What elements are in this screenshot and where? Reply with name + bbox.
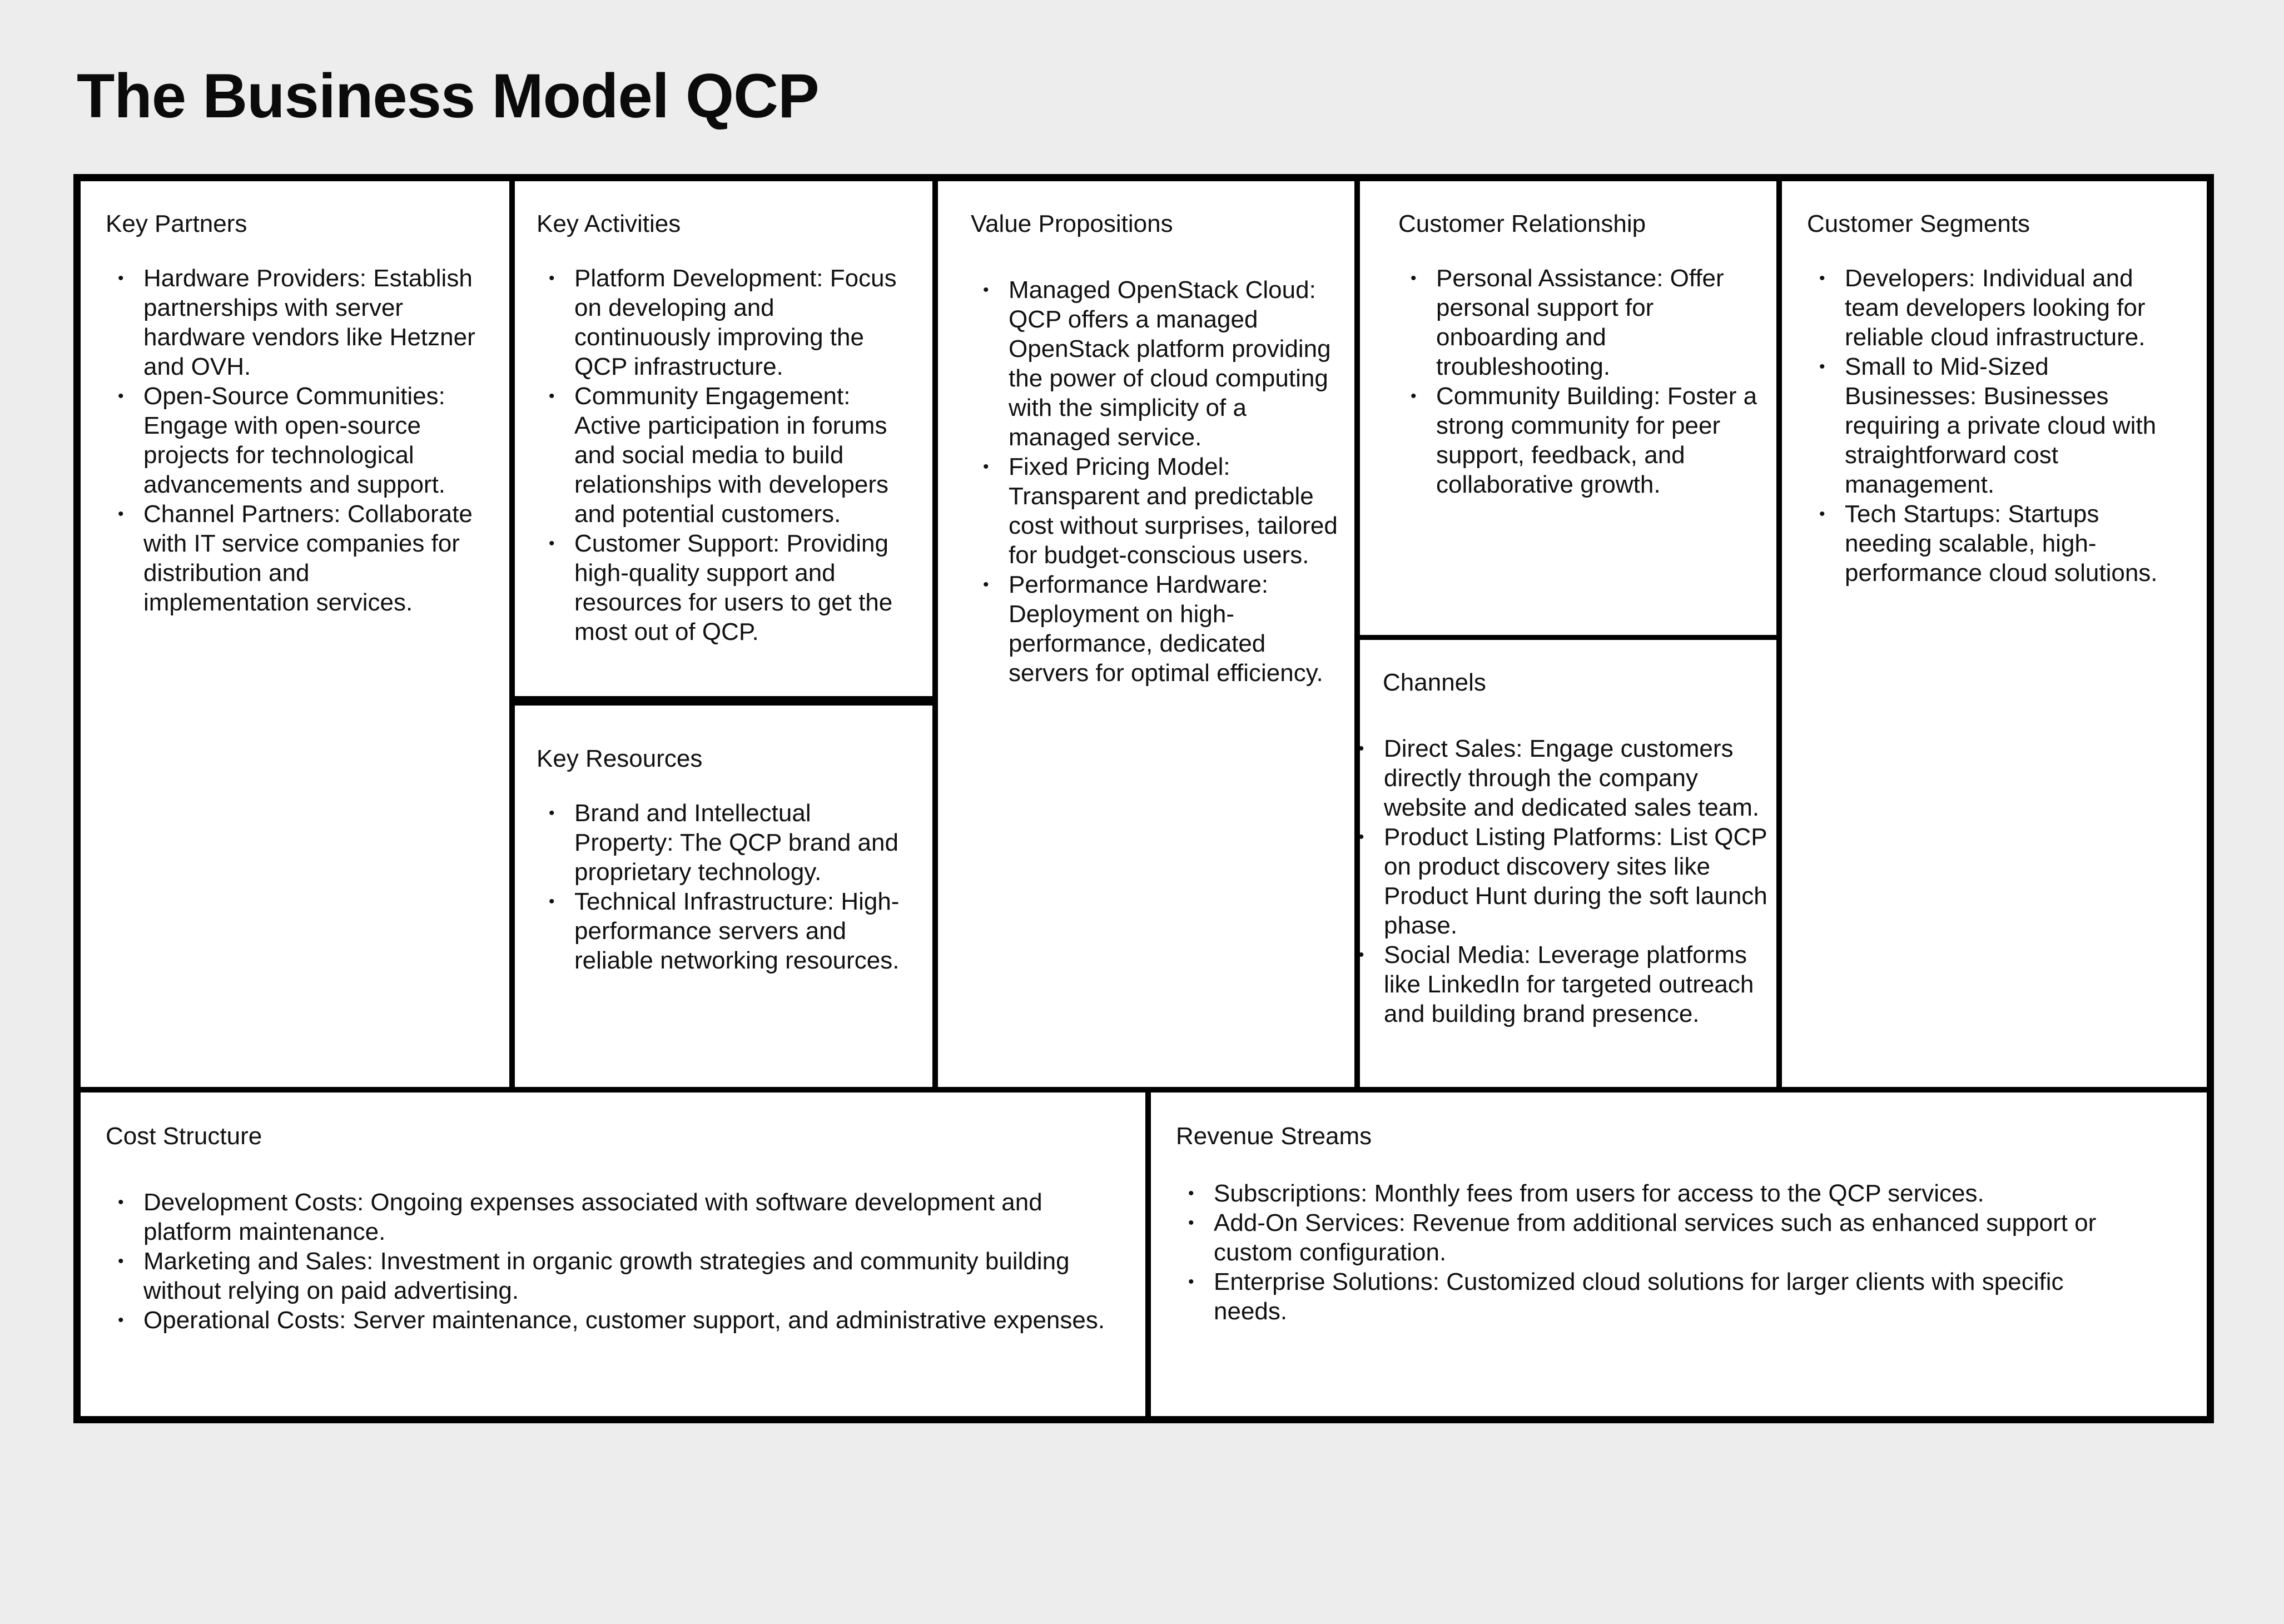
list-item: • Developers: Individual and team developers looking for reliable cloud infrastructure. <box>1807 264 2184 352</box>
cost-structure-block <box>81 1092 1145 1416</box>
key-activities-list <box>537 264 911 647</box>
key-activities-title: Key Activities <box>537 210 681 237</box>
list-item: • Hardware Providers: Establish partnerships with server hardware vendors like Hetzner and OVH. <box>106 264 478 381</box>
list-item: • Open-Source Communities: Engage with open-source projects for technological advancements and support. <box>106 381 478 499</box>
list-item: • Technical Infrastructure: High-performance servers and reliable networking resources. <box>537 887 911 975</box>
channels-block <box>1360 640 1776 1087</box>
divider-activities-resources <box>509 696 938 706</box>
list-item: • Marketing and Sales: Investment in organic growth strategies and community building without relying on paid advertising. <box>106 1246 1123 1305</box>
list-item: • Managed OpenStack Cloud: QCP offers a managed OpenStack platform providing the power of cloud computing with the simplicity of a managed service. <box>971 275 1344 452</box>
list-item: • Customer Support: Providing high-quality support and resources for users to get the most out of QCP. <box>537 529 911 647</box>
key-partners-title: Key Partners <box>106 210 247 237</box>
list-item: • Enterprise Solutions: Customized cloud solutions for larger clients with specific needs. <box>1176 1267 2118 1326</box>
list-item: • Community Building: Foster a strong community for peer support, feedback, and collaborative growth. <box>1398 381 1766 499</box>
cost-structure-list <box>106 1188 1123 1335</box>
value-propositions-block <box>938 181 1354 1087</box>
list-item: • Platform Development: Focus on developing and continuously improving the QCP infrastructure. <box>537 264 911 381</box>
list-item: • Product Listing Platforms: List QCP on product discovery sites like Product Hunt during the soft launch phase. <box>1360 822 1773 940</box>
key-resources-title: Key Resources <box>537 745 703 772</box>
channels-title: Channels <box>1383 669 1486 696</box>
value-propositions-title: Value Propositions <box>971 210 1173 237</box>
list-item: • Performance Hardware: Deployment on high-performance, dedicated servers for optimal efficiency. <box>971 570 1344 688</box>
customer-segments-list <box>1807 264 2184 588</box>
customer-relationship-list <box>1398 264 1766 499</box>
list-item: • Brand and Intellectual Property: The QCP brand and proprietary technology. <box>537 798 911 887</box>
customer-segments-title: Customer Segments <box>1807 210 2030 237</box>
customer-relationship-block <box>1360 181 1776 635</box>
customer-segments-block <box>1782 181 2207 1087</box>
divider-cost-revenue <box>1145 1087 1151 1416</box>
list-item: • Fixed Pricing Model: Transparent and predictable cost without surprises, tailored for budget-conscious users. <box>971 452 1344 570</box>
cost-structure-title: Cost Structure <box>106 1123 262 1150</box>
revenue-streams-list <box>1176 1179 2118 1326</box>
key-partners-list <box>106 264 478 617</box>
business-model-canvas <box>73 174 2214 1423</box>
list-item: • Development Costs: Ongoing expenses associated with software development and platform maintenance. <box>106 1188 1123 1246</box>
value-propositions-list <box>971 275 1344 688</box>
key-activities-block <box>515 181 932 696</box>
list-item: • Social Media: Leverage platforms like LinkedIn for targeted outreach and building brand presence. <box>1360 940 1773 1029</box>
list-item: • Operational Costs: Server maintenance, customer support, and administrative expenses. <box>106 1305 1123 1335</box>
list-item: • Direct Sales: Engage customers directly through the company website and dedicated sales team. <box>1360 734 1773 822</box>
key-resources-list <box>537 798 911 975</box>
divider-relationship-channels <box>1354 635 1782 640</box>
customer-relationship-title: Customer Relationship <box>1398 210 1646 237</box>
key-partners-block <box>81 181 509 1087</box>
list-item: • Tech Startups: Startups needing scalable, high-performance cloud solutions. <box>1807 499 2184 588</box>
list-item: • Add-On Services: Revenue from additional services such as enhanced support or custom configuration. <box>1176 1208 2118 1267</box>
divider-top-bottom <box>81 1087 2207 1092</box>
revenue-streams-title: Revenue Streams <box>1176 1123 1372 1150</box>
page-title: The Business Model QCP <box>77 61 819 131</box>
list-item: • Small to Mid-Sized Businesses: Businesses requiring a private cloud with straightforward cost management. <box>1807 352 2184 499</box>
key-resources-block <box>515 706 932 1087</box>
divider-partners-activities <box>509 181 515 1088</box>
list-item: • Subscriptions: Monthly fees from users for access to the QCP services. <box>1176 1179 2118 1208</box>
list-item: • Channel Partners: Collaborate with IT service companies for distribution and implementation services. <box>106 499 478 617</box>
list-item: • Community Engagement: Active participation in forums and social media to build relationships with developers and potential customers. <box>537 381 911 529</box>
divider-activities-value <box>932 181 938 1088</box>
list-item: • Personal Assistance: Offer personal support for onboarding and troubleshooting. <box>1398 264 1766 381</box>
channels-list <box>1360 734 1773 1029</box>
revenue-streams-block <box>1151 1092 2207 1416</box>
